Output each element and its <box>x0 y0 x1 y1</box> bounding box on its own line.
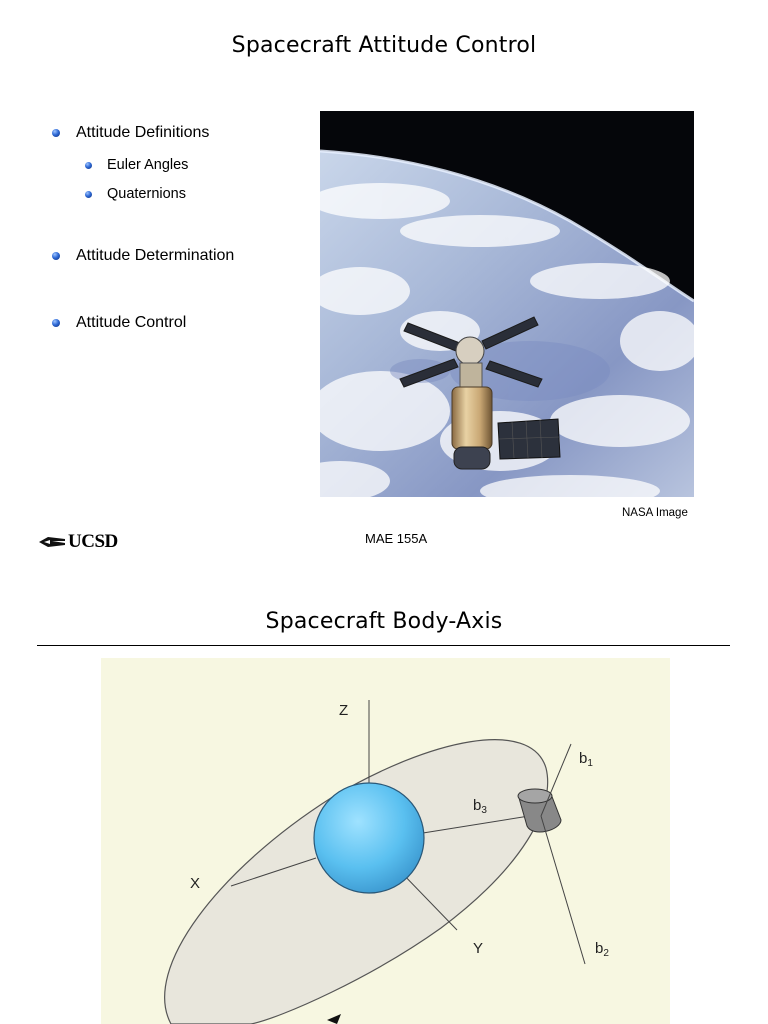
orbit-arrow <box>327 1014 341 1024</box>
body-axis-diagram <box>101 658 670 1024</box>
course-label: MAE 155A <box>365 531 428 546</box>
photo-credit: NASA Image <box>622 507 688 519</box>
bullet-item <box>52 247 234 265</box>
slide-title: Spacecraft Attitude Control <box>231 33 537 58</box>
b1-label-subscript: 1 <box>587 758 593 769</box>
x-axis-label: X <box>190 875 201 892</box>
bullet-item <box>52 124 209 142</box>
title-divider <box>37 645 730 646</box>
trident-icon <box>38 534 66 550</box>
bullet-text: Attitude Definitions <box>76 124 210 141</box>
bullet-text: Quaternions <box>107 186 186 202</box>
sub-bullet-item <box>85 186 186 202</box>
b2-label-subscript: 2 <box>603 948 609 959</box>
earth-sphere <box>314 783 424 893</box>
bullet-text: Euler Angles <box>107 157 189 173</box>
b2-label-text: b <box>595 940 604 957</box>
bullet-icon <box>85 191 92 198</box>
b2-label <box>595 940 609 957</box>
bullet-text: Attitude Control <box>76 314 187 331</box>
ucsd-logo <box>38 531 118 553</box>
sub-bullet-item <box>85 157 188 173</box>
space-station-photo <box>320 111 694 497</box>
bullet-text: Attitude Determination <box>76 247 235 264</box>
bullet-icon <box>85 162 92 169</box>
b1-label <box>579 750 593 767</box>
b3-label-subscript: 3 <box>481 805 487 816</box>
z-axis-label: Z <box>339 702 349 719</box>
logo-text: UCSD <box>68 531 118 552</box>
bullet-item <box>52 314 186 332</box>
bullet-icon <box>52 319 60 327</box>
b3-label <box>473 797 487 814</box>
earth-orbit-image <box>320 111 694 497</box>
b3-label-text: b <box>473 797 482 814</box>
slide-title: Spacecraft Body-Axis <box>265 609 503 634</box>
b2-axis <box>541 816 585 964</box>
bullet-icon <box>52 252 60 260</box>
b1-label-text: b <box>579 750 588 767</box>
orbit-diagram <box>101 658 670 1024</box>
y-axis-label: Y <box>473 940 484 957</box>
bullet-icon <box>52 129 60 137</box>
